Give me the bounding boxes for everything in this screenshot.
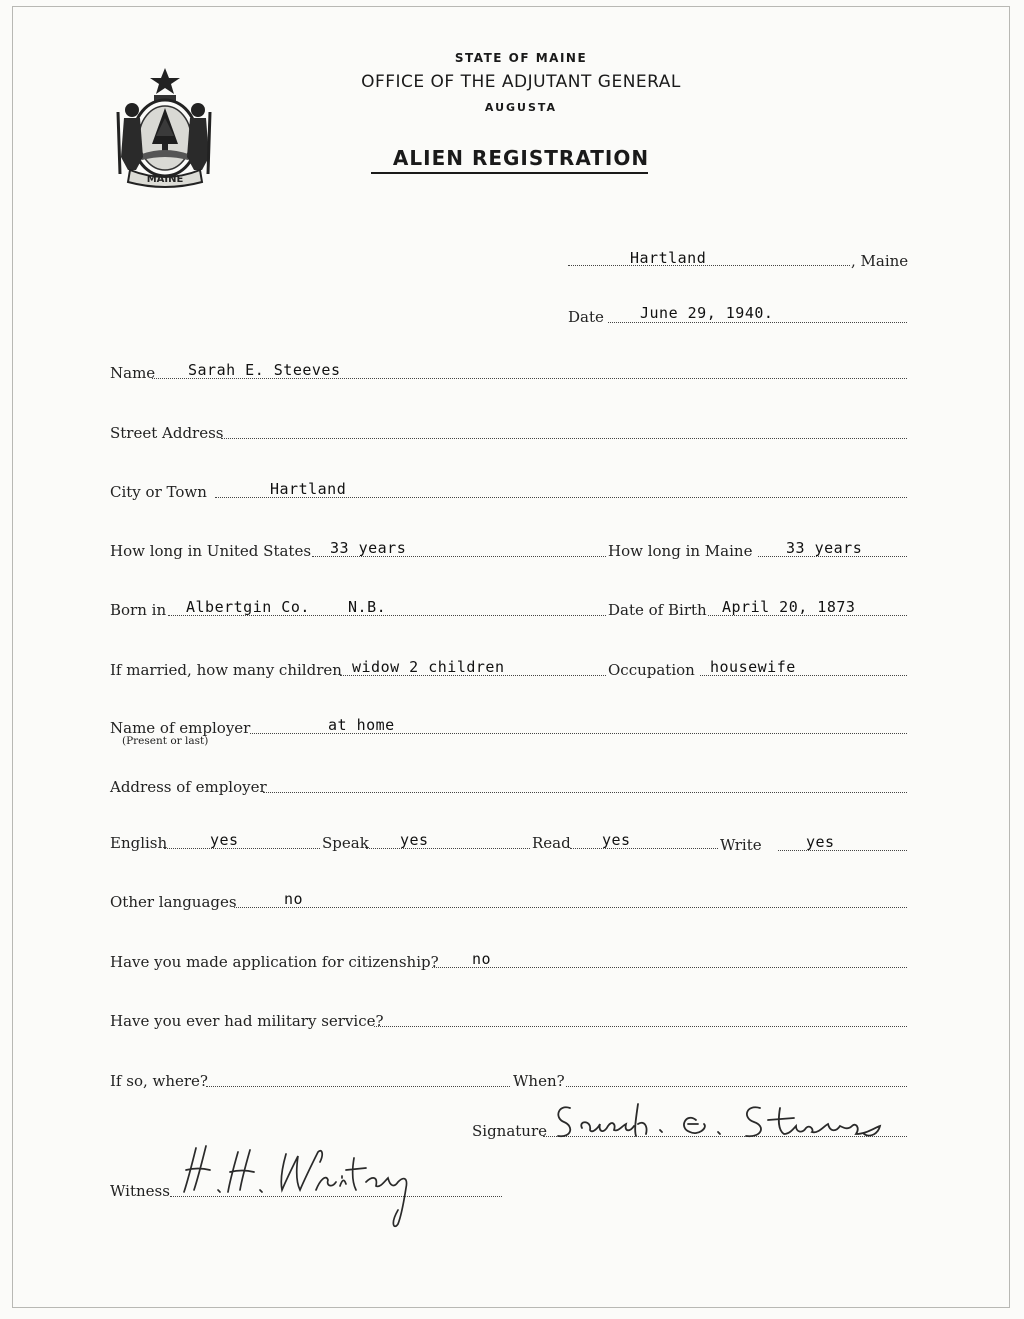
city-label: City or Town xyxy=(110,483,207,501)
english-label: English xyxy=(110,834,168,852)
where-label: If so, where? xyxy=(110,1072,208,1090)
header-city: AUGUSTA xyxy=(484,101,558,114)
header-state: STATE OF MAINE xyxy=(454,51,588,65)
write-label: Write xyxy=(720,836,762,854)
street-line xyxy=(221,438,907,439)
employer-address-label: Address of employer xyxy=(110,778,267,796)
place-value: Hartland xyxy=(630,249,707,267)
signature-label: Signature xyxy=(472,1122,548,1140)
speak-line xyxy=(366,848,530,849)
seal-scroll-text: MAINE xyxy=(146,174,184,185)
dob-label: Date of Birth xyxy=(608,601,707,619)
place-suffix: , Maine xyxy=(851,252,909,270)
other-languages-line xyxy=(234,907,907,908)
english-value: yes xyxy=(210,831,239,849)
header-office: OFFICE OF THE ADJUTANT GENERAL xyxy=(361,72,681,92)
read-line xyxy=(570,848,718,849)
maine-time-value: 33 years xyxy=(786,539,863,557)
children-label: If married, how many children xyxy=(110,661,342,679)
speak-label: Speak xyxy=(322,834,369,852)
military-line xyxy=(374,1026,907,1027)
speak-value: yes xyxy=(400,831,429,849)
english-line xyxy=(164,848,320,849)
employer-label: Name of employer xyxy=(110,719,251,737)
write-line xyxy=(778,850,907,851)
us-time-label: How long in United States xyxy=(110,542,312,560)
born-value: Albertgin Co. N.B. xyxy=(186,598,387,616)
when-label: When? xyxy=(513,1072,565,1090)
witness-label: Witness xyxy=(110,1182,170,1200)
place-line xyxy=(568,265,850,266)
street-label: Street Address xyxy=(110,424,224,442)
citizenship-label: Have you made application for citizenship? xyxy=(110,953,439,971)
employer-value: at home xyxy=(328,716,395,734)
write-value: yes xyxy=(806,833,835,851)
where-line xyxy=(206,1086,510,1087)
city-value: Hartland xyxy=(270,480,347,498)
form-title: ALIEN REGISTRATION xyxy=(392,146,650,170)
other-languages-label: Other languages xyxy=(110,893,237,911)
occupation-value: housewife xyxy=(710,658,796,676)
maine-time-label: How long in Maine xyxy=(608,542,753,560)
date-label: Date xyxy=(568,308,604,326)
other-languages-value: no xyxy=(284,890,304,908)
title-underline xyxy=(371,172,648,174)
citizenship-value: no xyxy=(472,950,492,968)
name-value: Sarah E. Steeves xyxy=(188,361,341,379)
name-label: Name xyxy=(110,364,156,382)
us-time-value: 33 years xyxy=(330,539,407,557)
witness-handwriting xyxy=(176,1140,446,1230)
citizenship-line xyxy=(432,967,907,968)
occupation-label: Occupation xyxy=(608,661,695,679)
dob-value: April 20, 1873 xyxy=(722,598,856,616)
employer-sublabel: (Present or last) xyxy=(122,735,209,747)
military-label: Have you ever had military service? xyxy=(110,1012,384,1030)
children-value: widow 2 children xyxy=(352,658,505,676)
read-label: Read xyxy=(532,834,571,852)
read-value: yes xyxy=(602,831,631,849)
born-label: Born in xyxy=(110,601,167,619)
date-line xyxy=(608,322,907,323)
signature-handwriting xyxy=(548,1098,898,1146)
date-value: June 29, 1940. xyxy=(640,304,774,322)
when-line xyxy=(566,1086,907,1087)
employer-address-line xyxy=(263,792,907,793)
